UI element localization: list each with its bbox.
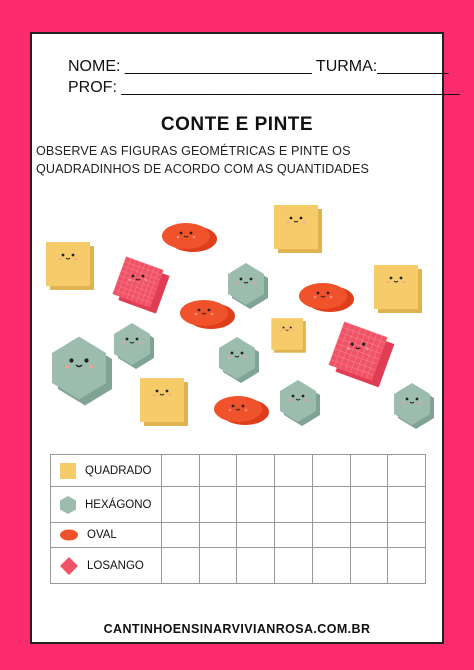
count-box[interactable] (275, 548, 313, 584)
grid-row (51, 522, 426, 547)
count-box[interactable] (199, 455, 237, 487)
count-grid (50, 454, 426, 584)
legend-label: QUADRADO (85, 464, 152, 477)
count-box[interactable] (388, 455, 426, 487)
oval-shape (214, 396, 269, 425)
oval-shape (162, 223, 217, 252)
count-box[interactable] (312, 522, 350, 547)
square-shape (271, 318, 306, 353)
hexagon-shape (52, 337, 112, 406)
count-box[interactable] (199, 522, 237, 547)
count-box[interactable] (312, 548, 350, 584)
hexagon-shape (394, 383, 434, 429)
count-box[interactable] (388, 487, 426, 523)
oval-shape (299, 283, 354, 312)
count-box[interactable] (350, 522, 388, 547)
legend-cell (51, 455, 162, 487)
hexagon-icon (59, 495, 85, 515)
hexagon-shape (114, 323, 154, 369)
count-box[interactable] (388, 522, 426, 547)
legend-cell (51, 522, 162, 547)
count-box[interactable] (199, 548, 237, 584)
square-shape (46, 242, 94, 290)
hexagon-shape (228, 263, 268, 309)
grid-row (51, 455, 426, 487)
count-box[interactable] (350, 487, 388, 523)
grid-row (51, 548, 426, 584)
shapes-illustration (32, 34, 449, 454)
count-box[interactable] (275, 487, 313, 523)
instructions: OBSERVE AS FIGURAS GEOMÉTRICAS E PINTE OS QUADRADINHOS DE ACORDO COM AS QUANTIDADES (36, 144, 369, 176)
diamond-shape (112, 256, 169, 313)
count-box[interactable] (162, 455, 200, 487)
legend-cell (51, 548, 162, 584)
grid-row (51, 487, 426, 523)
count-box[interactable] (162, 522, 200, 547)
square-shape (140, 378, 188, 426)
hexagon-shape (280, 380, 320, 426)
count-box[interactable] (275, 455, 313, 487)
site-footer: CANTINHOENSINARVIVIANROSA.COM.BR (103, 622, 371, 636)
legend-label: OVAL (87, 529, 117, 542)
square-shape (274, 205, 322, 253)
count-box[interactable] (237, 487, 275, 523)
worksheet (30, 32, 460, 644)
nome-turma-field: NOME: _____________________ TURMA:________ (68, 58, 449, 75)
diamond-icon (59, 556, 87, 576)
square-shape (374, 265, 422, 313)
count-box[interactable] (237, 548, 275, 584)
count-box[interactable] (312, 455, 350, 487)
count-box[interactable] (275, 522, 313, 547)
count-box[interactable] (199, 487, 237, 523)
count-box[interactable] (162, 548, 200, 584)
prof-field: PROF: ______________________________________ (68, 79, 460, 96)
oval-icon (59, 528, 87, 542)
diamond-shape (329, 322, 395, 388)
legend-cell (51, 487, 162, 523)
count-box[interactable] (237, 522, 275, 547)
page-title: CONTE E PINTE (160, 114, 314, 135)
count-box[interactable] (388, 548, 426, 584)
hexagon-shape (219, 337, 259, 383)
square-icon (59, 462, 85, 480)
oval-shape (180, 300, 235, 329)
count-box[interactable] (350, 548, 388, 584)
count-box[interactable] (162, 487, 200, 523)
count-box[interactable] (237, 455, 275, 487)
count-box[interactable] (350, 455, 388, 487)
count-box[interactable] (312, 487, 350, 523)
legend-label: LOSANGO (87, 559, 144, 572)
legend-label: HEXÁGONO (85, 498, 152, 511)
